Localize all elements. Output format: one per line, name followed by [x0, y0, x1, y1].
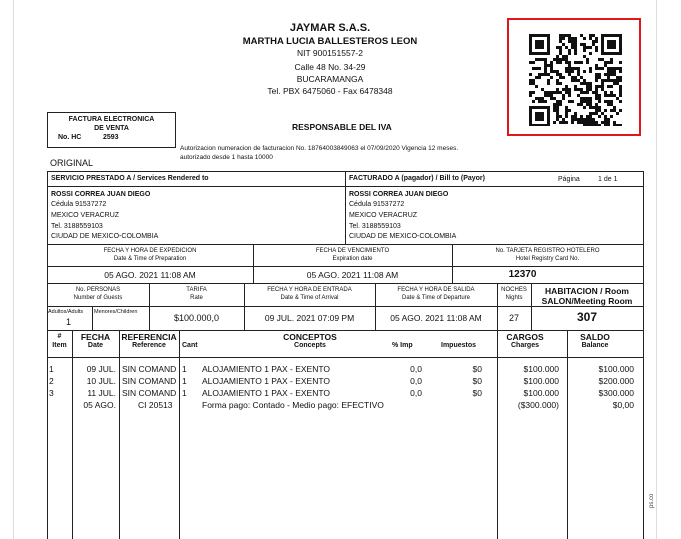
card-value: 12370: [508, 269, 537, 280]
nights-label-en: Nights: [505, 295, 523, 301]
room-label: HABITACION / Room: [545, 286, 629, 296]
arrival-label: FECHA Y HORA DE ENTRADA: [267, 287, 352, 293]
row-imp: 0,0: [410, 388, 422, 398]
persons-label-en: Number of Guests: [73, 295, 123, 301]
col-cant-header: Cant: [182, 342, 198, 349]
invoice-title-line1: FACTURA ELECTRONICA: [68, 116, 155, 123]
divider: [643, 330, 644, 539]
col-item-header: #: [57, 333, 62, 340]
due-label-en: Expiration date: [332, 256, 373, 262]
row-item: 2: [49, 376, 54, 386]
divider: [179, 330, 180, 539]
qr-code-icon: [529, 34, 623, 126]
divider: [47, 306, 643, 307]
row-item: 1: [49, 364, 54, 374]
col-charges-header-en: Charges: [510, 342, 539, 349]
departure-label: FECHA Y HORA DE SALIDA: [397, 287, 475, 293]
row-date: 11 JUL.: [87, 388, 116, 398]
meeting-room-label: SALON/Meeting Room: [541, 296, 633, 306]
row-balance: $200.000: [598, 376, 634, 386]
col-imp-header: % Imp: [392, 342, 413, 349]
departure-value: 05 AGO. 2021 11:08 AM: [390, 313, 482, 323]
authorization-line2: autorizado desde 1 hasta 10000: [180, 154, 273, 161]
row-tax: $0: [472, 364, 482, 374]
arrival-label-en: Date & Time of Arrival: [280, 295, 339, 301]
row-imp: 0,0: [410, 376, 422, 386]
row-charge: ($300.000): [517, 400, 559, 410]
row-date: 09 JUL.: [86, 364, 116, 374]
service-city: MEXICO VERACRUZ: [51, 212, 120, 219]
departure-label-en: Date & Time of Departure: [401, 295, 471, 301]
service-name: ROSSI CORREA JUAN DIEGO: [51, 191, 151, 198]
issuer-name: JAYMAR S.A.S.: [289, 22, 371, 34]
issuer-address: Calle 48 No. 34-29: [294, 62, 366, 72]
billed-phone: Tel. 3188559103: [349, 223, 401, 230]
col-ref-header: REFERENCIA: [121, 332, 177, 342]
persons-label: No. PERSONAS: [75, 287, 121, 293]
row-tax: $0: [472, 376, 482, 386]
expedition-label-en: Date & Time of Preparation: [113, 256, 187, 262]
row-charge: $100.000: [523, 376, 559, 386]
row-balance: $100.000: [598, 364, 634, 374]
divider: [47, 330, 48, 539]
qr-code-frame: [507, 18, 641, 136]
row-date: 05 AGO.: [83, 400, 116, 410]
divider: [47, 330, 643, 331]
tax-regime: RESPONSABLE DEL IVA: [292, 122, 392, 132]
col-concepts-header: CONCEPTOS: [283, 332, 337, 342]
service-country: CIUDAD DE MEXICO-COLOMBIA: [51, 233, 159, 240]
col-balance-header-en: Balance: [581, 342, 609, 349]
expedition-value: 05 AGO. 2021 11:08 AM: [104, 270, 196, 280]
invoice-number: 2593: [103, 134, 119, 141]
due-value: 05 AGO. 2021 11:08 AM: [306, 270, 399, 280]
service-title: SERVICIO PRESTADO A / Services Rendered to: [51, 175, 209, 182]
row-ref: SIN COMAND: [122, 376, 177, 386]
row-date: 10 JUL.: [86, 376, 116, 386]
room-value: 307: [576, 310, 598, 324]
copy-label: ORIGINAL: [50, 158, 94, 168]
billed-city: MEXICO VERACRUZ: [349, 212, 418, 219]
divider: [643, 244, 644, 283]
divider: [92, 306, 93, 330]
divider: [345, 171, 346, 244]
divider: [47, 357, 643, 358]
row-imp: 0,0: [410, 364, 422, 374]
row-concept: ALOJAMIENTO 1 PAX - EXENTO: [202, 376, 331, 386]
divider: [119, 330, 120, 539]
col-item-header-en: Item: [52, 342, 67, 349]
issuer-owner: MARTHA LUCIA BALLESTEROS LEON: [242, 36, 418, 47]
row-charge: $100.000: [523, 388, 559, 398]
page-label: Página: [558, 176, 580, 183]
col-taxes-header: Impuestos: [441, 342, 477, 349]
invoice-title-line2: DE VENTA: [94, 125, 129, 132]
minors-label: Menores/Children: [94, 309, 138, 315]
row-cant: 1: [182, 364, 187, 374]
row-concept: Forma pago: Contado - Medio pago: EFECTIVO: [202, 400, 384, 410]
rate-value: $100.000,0: [173, 313, 220, 323]
billed-name: ROSSI CORREA JUAN DIEGO: [349, 191, 449, 198]
col-date-header-en: Date: [87, 342, 104, 349]
issuer-city: BUCARAMANGA: [296, 74, 364, 84]
nights-label: NOCHES: [501, 287, 527, 293]
arrival-value: 09 JUL. 2021 07:09 PM: [264, 313, 355, 323]
rate-label-en: Rate: [190, 295, 203, 301]
card-label-en: Hotel Registry Card No.: [515, 256, 580, 262]
col-ref-header-en: Reference: [132, 342, 166, 349]
divider: [72, 330, 73, 539]
issuer-phone: Tel. PBX 6475060 - Fax 6478348: [267, 86, 393, 96]
due-label: FECHA DE VENCIMIENTO: [315, 248, 390, 254]
row-concept: ALOJAMIENTO 1 PAX - EXENTO: [202, 388, 331, 398]
adults-value: 1: [66, 317, 72, 327]
row-ref: SIN COMAND: [122, 364, 177, 374]
row-balance: $0,00: [612, 400, 634, 410]
billed-country: CIUDAD DE MEXICO-COLOMBIA: [349, 233, 457, 240]
row-balance: $300.000: [598, 388, 634, 398]
row-charge: $100.000: [523, 364, 559, 374]
row-concept: ALOJAMIENTO 1 PAX - EXENTO: [202, 364, 331, 374]
row-cant: 1: [182, 376, 187, 386]
invoice-number-label: No. HC: [58, 134, 82, 141]
edge-text: ps.co: [649, 493, 655, 508]
row-ref: SIN COMAND: [122, 388, 177, 398]
col-charges-header: CARGOS: [506, 332, 544, 342]
divider: [567, 330, 568, 539]
divider: [643, 171, 644, 244]
nights-value: 27: [508, 313, 519, 323]
billed-title: FACTURADO A (pagador) / Bill to (Payor): [349, 175, 485, 182]
adults-label: Adultos/Adults: [48, 309, 84, 315]
row-item: 3: [49, 388, 54, 398]
divider: [643, 283, 644, 330]
divider: [497, 330, 498, 539]
service-id: Cédula 91537272: [51, 201, 107, 208]
expedition-label: FECHA Y HORA DE EXPEDICION: [103, 248, 197, 254]
col-date-header: FECHA: [80, 332, 111, 342]
service-phone: Tel. 3188559103: [51, 223, 103, 230]
divider: [47, 266, 643, 267]
divider: [47, 244, 643, 245]
card-label: No. TARJETA REGISTRO HOTELERO: [495, 248, 600, 254]
row-cant: 1: [182, 388, 187, 398]
col-balance-header: SALDO: [580, 332, 610, 342]
col-concepts-header-en: Concepts: [294, 342, 326, 349]
issuer-nit: NIT 900151557-2: [296, 48, 363, 58]
invoice-number-box: [47, 112, 176, 148]
billed-id: Cédula 91537272: [349, 201, 405, 208]
rate-label: TARIFA: [186, 287, 207, 293]
row-tax: $0: [472, 388, 482, 398]
divider: [47, 283, 643, 284]
divider: [47, 171, 48, 244]
authorization-line1: Autorizacion numeracion de facturacion No. 18764003849063 el 07/09/2020 Vigencia 12 meses.: [180, 145, 459, 152]
row-ref: CI 20513: [138, 400, 173, 410]
page-value: 1 de 1: [598, 176, 618, 183]
